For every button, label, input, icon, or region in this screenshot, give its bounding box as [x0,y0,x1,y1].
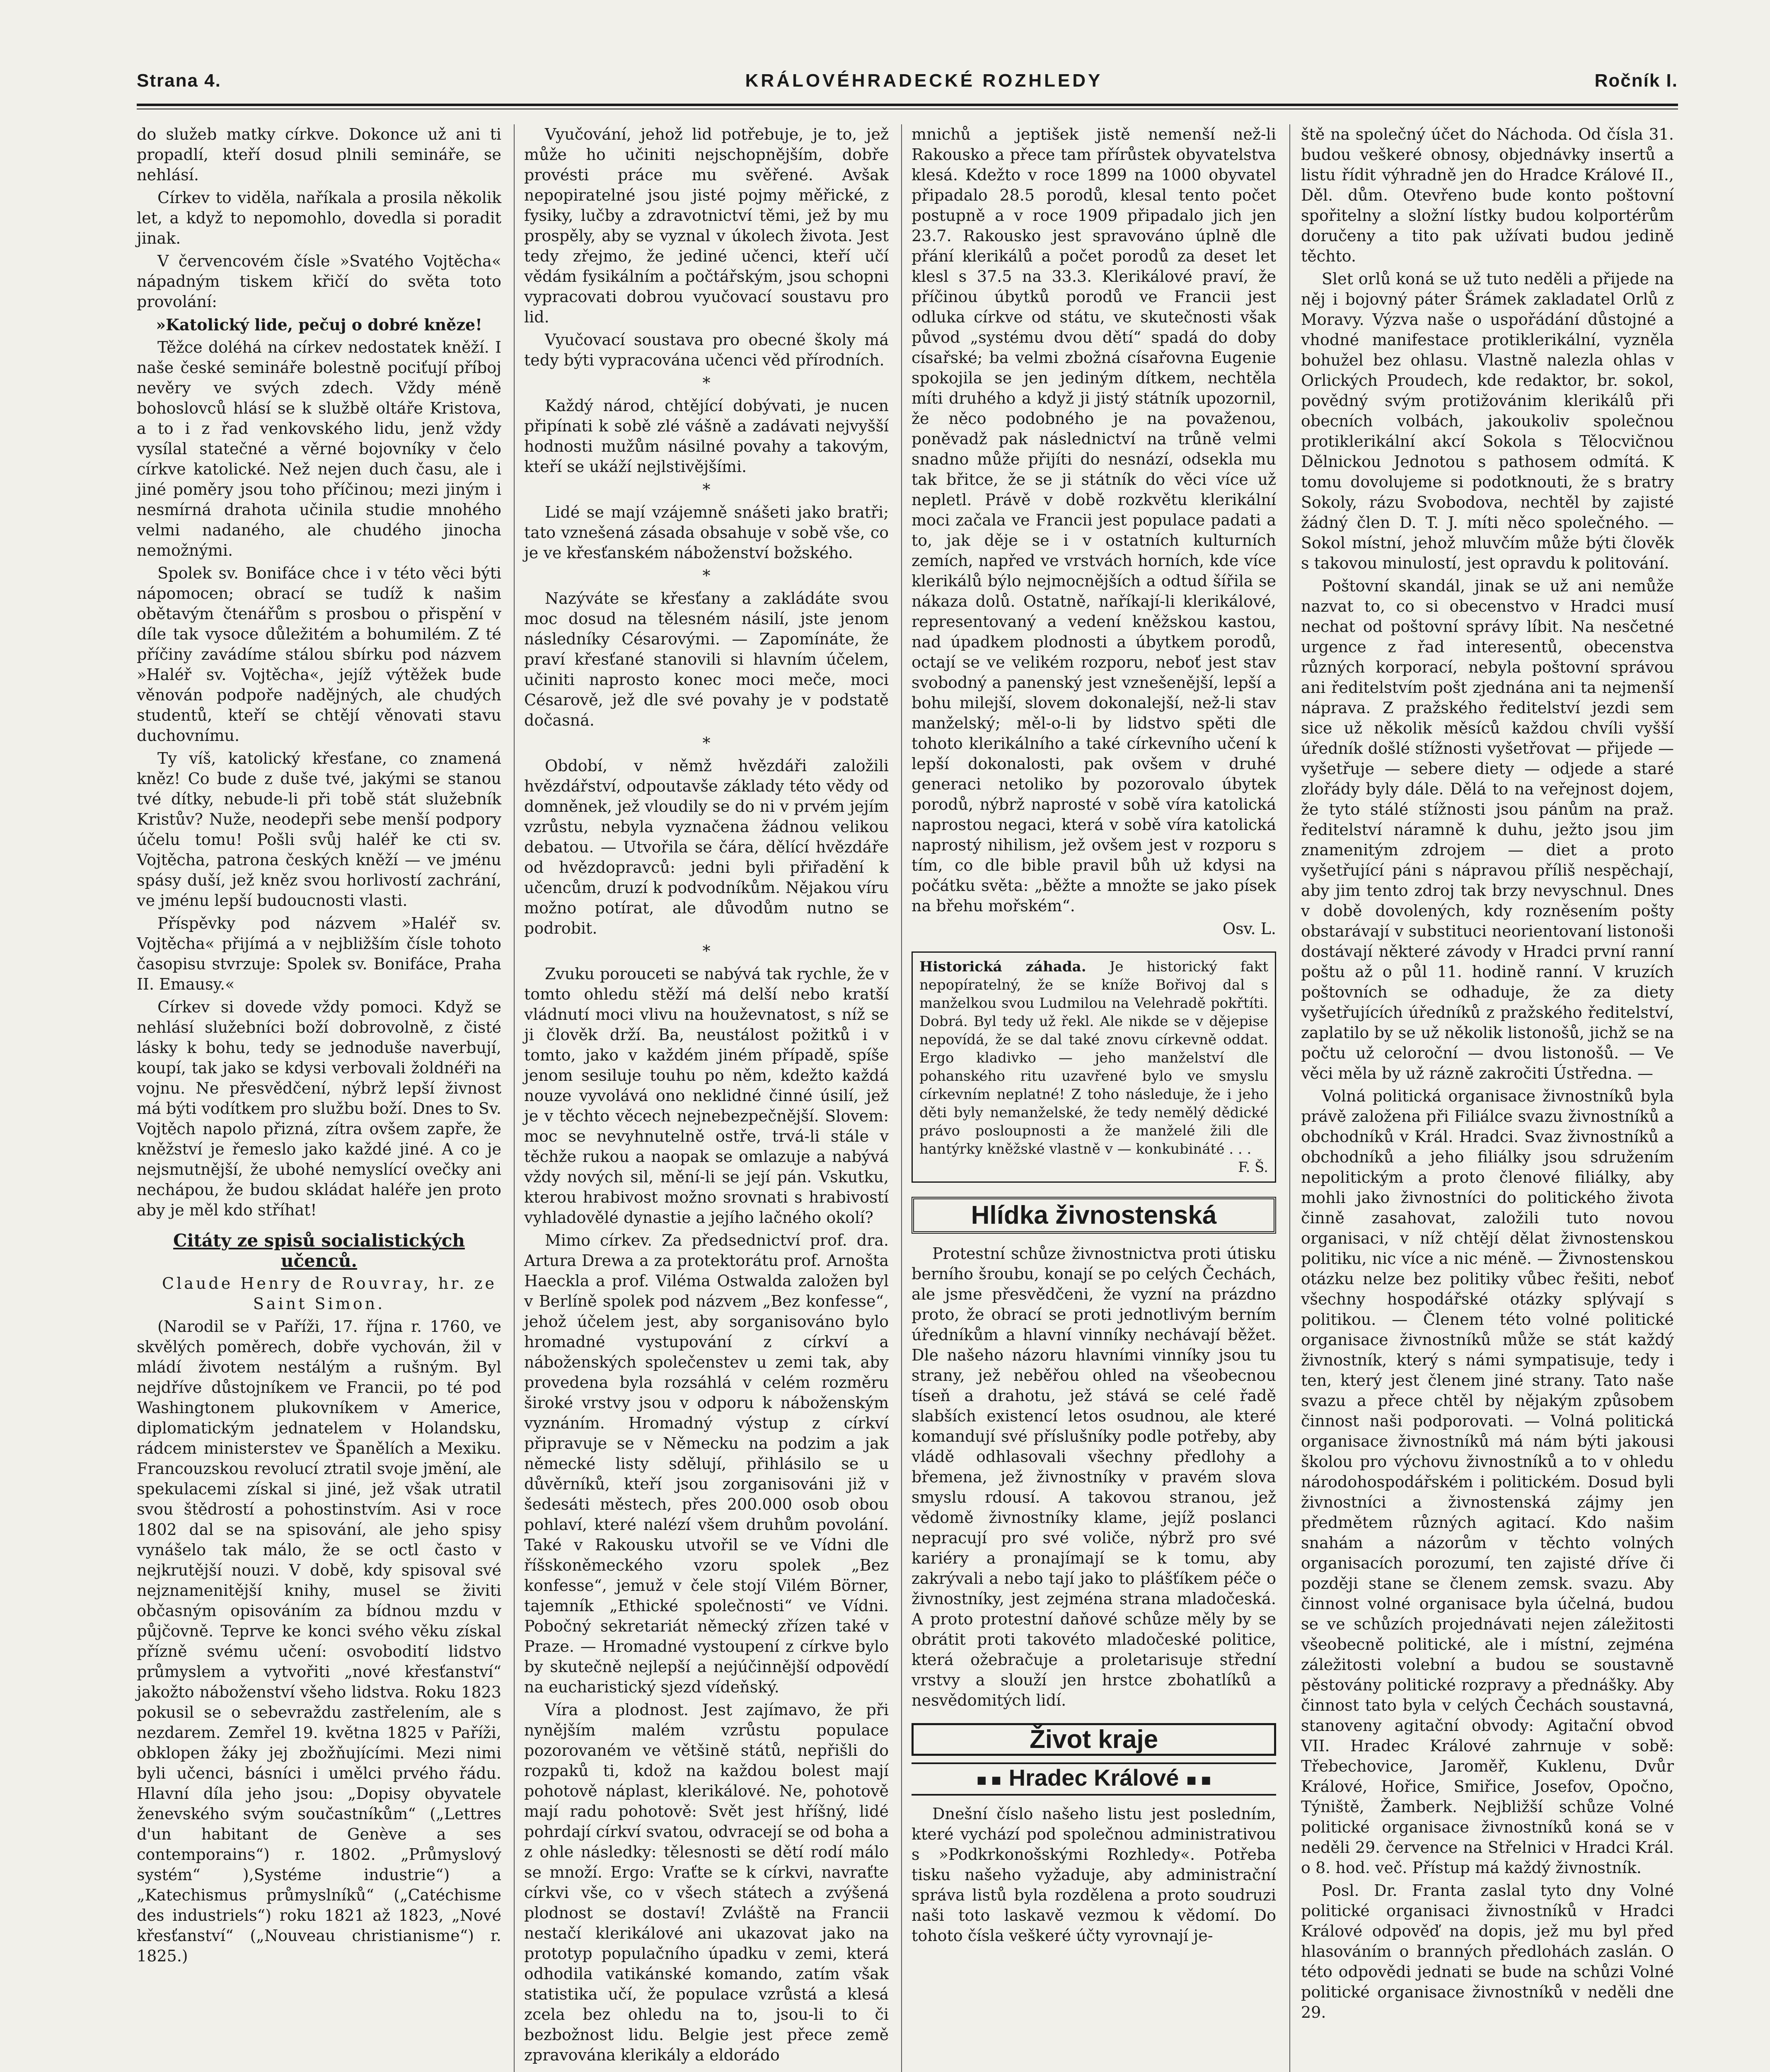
notice-title: Historická záhada. [919,959,1086,975]
boxed-notice [912,951,1276,1183]
article-paragraph: Mimo církev. Za předsednictví prof. dra. Artura Drewa a za protektorátu prof. Arnošta Haeckla a prof. Viléma Ostwalda založen byl v Berlíně spolek pod názvem „Bez konfesse“, jehož účelem jest, aby sorganisováno bylo hromadné vystupování z církví a náboženských společenstev u zemi tak, aby provedena byla rozsáhlá v celém rozměru široké vrstvy jsou v odporu k náboženským vyznáním. Hromadný výstup z církví připravuje se v Německu na podzim a jak německé listy sdělují, přihlásilo se u důvěrníků, kteří jsou zorganisováni již v šedesáti městech, přes 200.000 osob obou pohlaví, které nalézí všem druhům povolání. Také v Rakousku utvořil se ve Vídni dle říšskoněmeckého vzoru spolek „Bez konfesse“, jemuž v čele stojí Vilém Börner, tajemník „Ethické společnosti“ ve Vídni. Pobočný sekretariát německý zřízen také v Praze. — Hromadné vystoupení z církve bylo by skutečně nejlepší a nejúčinnější odpovědí na eucharistický sjezd vídeňský. [524,1231,889,1696]
page-number: Strana 4. [137,70,221,91]
column-3 [912,124,1276,1949]
article-paragraph: Období, v němž hvězdáři založili hvězdářství, odpoutavše základy této vědy od domněnek, jež vloudily se do ni v prvém jejím vzrůstu, nebyla vyznačena žádnou velikou debatou. — Utvořila se čára, dělící hvězdáře od hvězdopravců: jedni byli přiřadění k učencům, druzí k podvodníkům. Nějakou víru možno potírat, ale důvodům nutno se podrobit. [524,757,889,937]
article-paragraph: V červencovém čísle »Svatého Vojtěcha« nápadným tiskem křičí do světa toto provolání: [137,252,501,311]
article-paragraph: Poštovní skandál, jinak se už ani nemůže nazvat to, co si obecenstvo v Hradci musí nechat od poštovní správy líbit. Na nesčetné urgence z řad interesentů, obecenstva různých korporací, nebyla poštovní správou ani ředitelstvím pošt zjednána ani ta nejmenší náprava. Z pražského ředitelství jezdi sem sice už několik měsíců každou chvíli vyšší úředník došlé stížnosti vyšetřovat — přijede — vyšetřuje — sebere diety — odjede a staré zlořády byly dále. Dělá to na veřejnost dojem, že tyto stálé stížnosti jsou pánům na praž. ředitelství náramně k duhu, ježto jsou jim znamenitým zdrojem — diet a proto vyšetřující páni s nápravou příliš nespěchají, aby jim tento zdroj tak brzy nevyschnul. Dnes v době dovolených, kdy rozněsením pošty obstarávají v substituci neorientovaní listonoši dostávají některé závody v Hradci první ranní poštu až o půl 11. hodině ranní. V kruzích poštovních se odhaduje, že za diety vyšetřujících úředníků z pražského ředitelství, zaplatilo by se už několik listonošů, jichž se na počtu už celoroční — dvou listonošů. — Ve věci měla by už rázně zakročiti Ústředna. — [1301,577,1674,1082]
article-paragraph: do služeb matky církve. Dokonce už ani ti propadlí, kteří dosud plnili semináře, se nehlásí. [137,125,501,184]
column-4 [1301,124,1674,2025]
section-banner-zivnostenska: Hlídka živnostenská [912,1197,1276,1234]
separator-star: * [702,374,711,392]
column-divider [514,124,515,2072]
article-paragraph: Těžce doléhá na církev nedostatek kněží. I naše české semináře bolestně pociťují příboj nevěry ve svých zdech. Vždy méně bohoslovců hlásí se k službě oltáře Kristova, a to i z řad venkovského lidu, jenž vždy vysílal statečné a věrné bojovníky v čelo církve katolické. Než nejen duch času, ale i jiné poměry jsou toho příčinou; mezi jiným i nesmírná drahota učinila studie mnohého velmi nadaného, ale chudého jinocha nemožnými. [137,338,501,559]
article-paragraph: Příspěvky pod názvem »Haléř sv. Vojtěcha« přijímá a v nejbližším čísle tohoto časopisu stvrzuje: Spolek sv. Bonifáce, Praha II. Emausy.« [137,914,501,993]
section-banner-hradec [912,1762,1276,1796]
separator-star: * [702,734,711,752]
quoted-headline: »Katolický lide, pečuj o dobré kněze! [156,315,482,334]
article-paragraph: Lidé se mají vzájemně snášeti jako bratři; tato vznešená zásada obsahuje v sobě vše, co je ve křesťanském náboženství božského. [524,503,889,562]
article-paragraph: (Narodil se v Paříži, 17. října r. 1760, ve skvělých poměrech, dobře vychován, žil v mládí životem nestálým a rušným. Byl nejdříve důstojníkem ve Francii, po té pod Washingtonem plukovníkem v Americe, diplomatickým jednatelem v Holandsku, rádcem ministerstev ve Španělích a Mexiku. Francouzskou revolucí ztratil svoje jmění, ale spekulacemi získal si jiné, jež však utratil svou štědrostí a pohostinstvím. Asi v roce 1802 dal se na spisování, ale jeho spisy vynášelo tak málo, že se octl často v nejkrutější nouzi. V době, kdy spisoval své nejznamenitější knihy, musel se živiti občasným opisováním za bídnou mzdu v půjčovně. Teprve ke konci svého věku získal přízně svému učení: osvobodití lidstvo průmyslem a vytvořiti „nové křesťanství“ jakožto náboženství všeho lidstva. Roku 1823 pokusil se o sebevraždu zastřelením, ale s nezdarem. Zemřel 19. května 1825 v Paříži, obklopen žáky jej zbožňujícími. Mezi nimi byli učenci, básníci i umělci prvého řádu. Hlavní díla jeho jsou: „Dopisy obyvatele ženevského svým součastníkům“ („Lettres d'un habitant de Genève a ses contemporains“) r. 1802. „Průmyslový systém“ ),Systéme industrie“) a „Katechismus průmyslníků“ („Catéchisme des industriels“) roku 1821 až 1823, „Nové křesťanství“ („Nouveau christianisme“) r. 1825.) [137,1317,501,1965]
square-ornament-icon: ■ ■ [1186,1771,1211,1789]
article-paragraph: Církev to viděla, naříkala a prosila několik let, a když to nepomohlo, dovedla si poradit jinak. [137,189,501,247]
separator-star: * [702,566,711,585]
page-header [137,66,1678,99]
article-paragraph: Protestní schůze živnostnictva proti útisku berního šroubu, konají se po celých Čechách, ale jsme přesvědčeni, že vyzní na prázdno proto, že obrací se proti jednotlivým berním úředníkům a hlavní vinníky nechávají běžet. Dle našeho názoru hlavními vinníky jsou tu strany, jež neběřou ohled na všeobecnou tíseň a drahotu, jež stává se celé řadě slabších existencí letos osudnou, ale které komandují své příslušníky podle potřeby, aby vládě odhlasovali všechny předlohy a břemena, jež živnostníky v pravém slova smyslu rdousí. A takovou stranou, jež vědomě živnostníky klame, jejíž poslanci nepracují pro své voliče, nýbrž pro své kariéry a pronajímají se k tomu, aby zakrývali a nebo tají jako to plášťíkem péče o živnostníky, jest zejména strana mladočeská. A proto protestní daňové schůze měly by se obrátit proti takovéto mladočeské politice, která ožebračuje a proletarisuje střední vrstvy a slouží jen hrstce zbohatlíků a nesvědomitých lidí. [912,1244,1276,1709]
article-paragraph: Slet orlů koná se už tuto neděli a přijede na něj i bojovný páter Šrámek zakladatel Orlů z Moravy. Výzva naše o uspořádání důstojné a vhodné manifestace protiklerikální, vyzněla bohužel bez ohlasu. Vlastně nalezla ohlas v Orlických Proudech, kde redaktor, br. sokol, povědný svým protižovánim klerikálů při obecních volbách, jakoukoliv společnou protiklerikální akcí Sokola s Tělocvičnou Dělnickou Jednotou s pathosem odmítá. K tomu dovolujeme si podotknouti, že s bratry Sokoly, rázu Svobodova, nechtěl by zajisté žádný člen D. T. J. míti něco společného. — Sokol místní, jehož mluvčím může býti člověk s takovou minulostí, jest opravdu k politování. [1301,270,1674,572]
article-paragraph: Vyučování, jehož lid potřebuje, je to, jež může ho učiniti nejschopnějším, dobře provésti práce mu svěřené. Avšak nepopiratelné jsou jisté pojmy měřické, z fysiky, lučby a zdravotnictví těmi, jež by mu prospěly, aby se vyznal v úkolech života. Jest tedy zřejmo, že jediné učenci, kteří učí vědám fysikálním a počtářským, jsou schopni vypracovati dobrou vyučovací soustavu pro lid. [524,125,889,326]
article-paragraph: Volná politická organisace živnostníků byla právě založena při Filiálce svazu živnostníků a obchodníků v Král. Hradci. Svaz živnostníků a obchodníků a jeho filiálky jsou sdružením nepolitickým a proto členové filiálky, aby mohli jako živnostníci do politického života činně zasahovat, založili tuto novou organisaci, v níž chtějí dělat živnostenskou politiku, nic více a nic méně. — Živnostenskou otázku nelze bez politiky vůbec řešiti, neboť všechny hospodářské otázky splývají s politikou. — Členem této volné politické organisace živnostníků může se stát každý živnostník, který s námi sympatisuje, tedy i ten, který jest členem jiné strany. Tato naše svazu a přece chtěl by nějakým způsobem činnost naši podporovati. — Volná politická organisace živnostníků má nám býti jakousi školou pro výchovu živnostníků a to v ohledu národohospodářském i politickém. Dosud byli živnostníci a živnostenská zájmy jen předmětem různých agitací. Kdo našim snahám a názorům v těchto volných organisacích porozumí, ten zajisté dříve či později stane se členem zemsk. svazu. Aby činnost volné organisace byla účelná, budou se ve schůzích projednávati nejen záležitosti všeobecně politické, ale i místní, zejména záležitosti volební a budou se soustavně pěstovány politické rozpravy a přednášky. Aby činnost tato byla v celých Čechách soustavná, stanoveny agitační obvody: Agitační obvod VII. Hradec Králové zahrnuje v sobě: Třebechovice, Jaroměř, Kuklenu, Dvůr Králové, Hořice, Smiřice, Josefov, Opočno, Týniště, Žamberk. Nejbližší schůze Volné politické organisace živnostníků koná se v neděli 29. července na Střelnici v Hradci Král. o 8. hod. več. Přístup má každý živnostník. [1301,1087,1674,1877]
separator-star: * [702,942,711,960]
square-ornament-icon: ■ ■ [977,1771,1001,1789]
notice-signature: F. Š. [1238,1159,1268,1176]
article-paragraph: Spolek sv. Bonifáce chce i v této věci býti nápomocen; obrací se tudíž k našim obětavým čtenářům s prosbou o přispění v díle tak vysoce důležitém a bohumilém. Z té příčiny zavádíme stálou sbírku pod názvem »Haléř sv. Vojtěcha«, jejíž výtěžek bude věnován podpoře nadějných, ale chudých studentů, kteří se chtějí věnovati stavu duchovnímu. [137,564,501,745]
column-1 [137,124,501,1969]
article-paragraph: Nazýváte se křesťany a zakládáte svou moc dosud na tělesném násilí, jste jenom následníky Césarovými. — Zapomínáte, že praví křesťané stanovili si hlavním účelem, učiniti naprosto konec moci meče, moci Césarově, jež dle své povahy je v podstatě dočasná. [524,589,889,729]
column-2 [524,124,889,2068]
article-paragraph: Každý národ, chtějící dobývati, je nucen připínati k sobě zlé vášně a zadávati nejvyšší hodnosti mužům násilné povahy a takovým, kteří se ukáží nejlstivějšími. [524,397,889,476]
article-paragraph: Víra a plodnost. Jest zajímavo, že při nynějším malém vzrůstu populace pozorovaném ve většině států, nepřišli do rozpaků ti, kdož na každou bolest mají pohotově náplast, klerikálové. Ne, pohotově mají radu pohotově: Svět jest hříšný, lidé pohrdají církví svatou, odvracejí se od boha a z ohle následky: tělesnosti se dětí rodí málo se množí. Ergo: Vraťte se k církvi, navraťte církvi vše, co v všech státech a zvýšená plodnost se dostaví! Zvláště na Francii nestačí klerikálové ani ukazovat jako na prototyp populačního úpadku v zemi, která odhodila vatikánské komando, zatím však statistika učí, že populace vzrůstá a klesá zcela bez ohledu na to, jsou-li to či bezbožnost lidu. Belgie jest přece země zpravována klerikály a eldorádo [524,1701,889,2064]
masthead-title: KRÁLOVÉHRADECKÉ ROZHLEDY [745,70,1103,91]
separator-star: * [702,480,711,499]
section-banner-zivot-kraje: Život kraje [912,1723,1276,1756]
notice-text: Je historický fakt nepopíratelný, že se kníže Bořivoj dal s manželkou svou Ludmilou na Velehradě pokřtíti. Dobrá. Byl tedy už řekl. Ale nikde se v dějepise nepovídá, že se dal také znovu církevně oddat. Ergo kladivko — jeho manželství dle pohanského ritu uzavřené bylo ve smyslu církevním neplatné! Z toho následuje, že i jeho děti byly nemanželské, že tedy nemělý dědické právo posloupnosti a že manželé žili dle hantýrky kněžské vlastně v — konkubináté . . . [919,959,1268,1157]
column-divider [901,124,902,2072]
volume-label: Ročník I. [1594,70,1678,91]
article-paragraph: mnichů a jeptišek jistě nemenší než-li Rakousko a přece tam přírůstek obyvatelstva klesá. Kdežto v roce 1899 na 1000 obyvatel připadalo 28.5 porodů, klesal tento počet postupně a v roce 1909 připadalo jich jen 23.7. Rakousko jest spravováno úplně dle přání klerikálů a počet porodů za deset let klesl s 37.5 na 33.3. Klerikálové praví, že příčinou úbytků porodů ve Francii jest odluka církve od státu, ve skutečnosti však původ „systému dvou dětí“ spadá do doby císařské; ba velmi zbožná císařovna Eugenie spokojila se jen jediným dítkem, nechtěla míti druhého a když ji jistý státník upozornil, že něco podobného je na považenou, poněvadž pak následnictví na trůně velmi snadno může přijíti do nesnází, odsekla mu tak břitce, že se ji státník do věci více už nepletl. Právě v době rozkvětu klerikální moci začala ve Francii jest populace padati a to, jak děje se i v ostatních kulturních zemích, napřed ve vrstvách horních, kde více klerikálů býlo nejmocnějších a odtud šířila se nákaza dolů. Ostatně, naříkají-li klerikálové, representovaný a vedení kněžskou kastou, nad úpadkem plodnosti a úbytkem porodů, octají se ve velikém rozporu, neboť jest stav svobodný a panenský jest vznešenější, lepší a bohu milejší, slovem dokonalejší, než-li stav manželský; měl-o-li by lidstvo spěti dle tohoto klerikálního a také církevního učení k lepší dokonalosti, pak ovšem v druhé generaci netoliko by pozorovalo úbytek porodů, nýbrž naprosté v sobě víra katolická naprostou negaci, která v sobě víra katolická naprostý nihilism, jež ovšem jest v rozporu s tím, co dle bible pravil bůh už kdysi na počátku světa: „běžte a množte se jako písek na břehu mořském“. [912,125,1276,915]
article-paragraph: Vyučovací soustava pro obecné školy má tedy býti vypracována učenci věd přírodních. [524,331,889,369]
article-paragraph: Zvuku porouceti se nabývá tak rychle, že v tomto ohledu stěží má delší nebo kratší vládnutí moci vlivu na houževnatost, s níž se ji člověk drží. Ba, neustálost požitků i v tomto, jako v každém jiném případě, spíše jenom sesiluje touhu po něm, kdežto každá nouze vyvolává ono neklidné činné úsilí, jež je v těchto věcech nejnebezpečnější. Slovem: moc se nevyhnutelně ostře, trvá-li stále v těchže rukou a naopak se omlazuje a nabývá vždy nových sil, mění-li se její pán. Vskutku, kterou hrabivost možno srovnati s hrabivostí vyhladovělé dynastie a jejího lačného okolí? [524,965,889,1227]
banner-label: Hradec Králové [1008,1765,1179,1791]
article-paragraph: ště na společný účet do Náchoda. Od čísla 31. budou veškeré obnosy, objednávky insertů a listu řídit výhradně jen do Hradce Králové II., Děl. dům. Otevřeno bude konto poštovní spořitelny a složní lístky budou kolportérům doručeny a tito pak užívati budou jedině těchto. [1301,125,1674,265]
header-rule [137,104,1678,106]
article-paragraph: Dnešní číslo našeho listu jest posledním, které vychází pod společnou administrativou s »Podkrkonošskými Rozhledy«. Potřeba tisku našeho vyžaduje, aby administrační správa listů byla rozdělena a proto soudruzi naši toto laskavě vezmou k vědomí. Do tohoto čísla veškeré účty vyrovnají je- [912,1805,1276,1945]
section-subtitle: Claude Henry de Rouvray, hr. ze Saint Simon. [162,1274,497,1313]
article-signature: Osv. L. [1222,920,1276,938]
article-paragraph: Církev si dovede vždy pomoci. Když se nehlásí služebníci boží dobrovolně, z čisté lásky k bohu, tedy se jednoduše naverbují, koupí, tak jako se kdysi verbovali žoldnéři na vojnu. Ne přesvědčení, nýbrž lepší živnost má býti vodítkem pro službu boží. Dnes to Sv. Vojtěch napolo přizná, zítra ovšem zapře, že kněžství je řemeslo jako každé jiné. A co je nejsmutnější, že ubohé nemyslící ovečky ani nechápou, že budou skládat haléře jen proto aby je měl kdo stříhat! [137,998,501,1219]
article-paragraph: Ty víš, katolický křesťane, co znamená kněz! Co bude z duše tvé, jakými se stanou tvé dítky, nebude-li při tobě stát služebník Kristův? Nuže, neodepři sebe menší podpory účelu tomu! Pošli svůj haléř ke cti sv. Vojtěcha, patrona českých kněží — ve jménu spásy duší, jež kněz svou horlivostí zachrání, ve jménu lepší budoucnosti vlasti. [137,749,501,910]
section-title: Citáty ze spisů socialistických učenců. [173,1230,465,1271]
article-paragraph: Posl. Dr. Franta zaslal tyto dny Volné politické organisaci živnostníků v Hradci Králové odpověď na dopis, jež mu byl před hlasováním o branných předlohách zaslán. O této odpovědi jednati se bude na schůzi Volné politické organisace živnostníků v neděli dne 29. [1301,1881,1674,2021]
column-divider [1289,124,1290,2072]
